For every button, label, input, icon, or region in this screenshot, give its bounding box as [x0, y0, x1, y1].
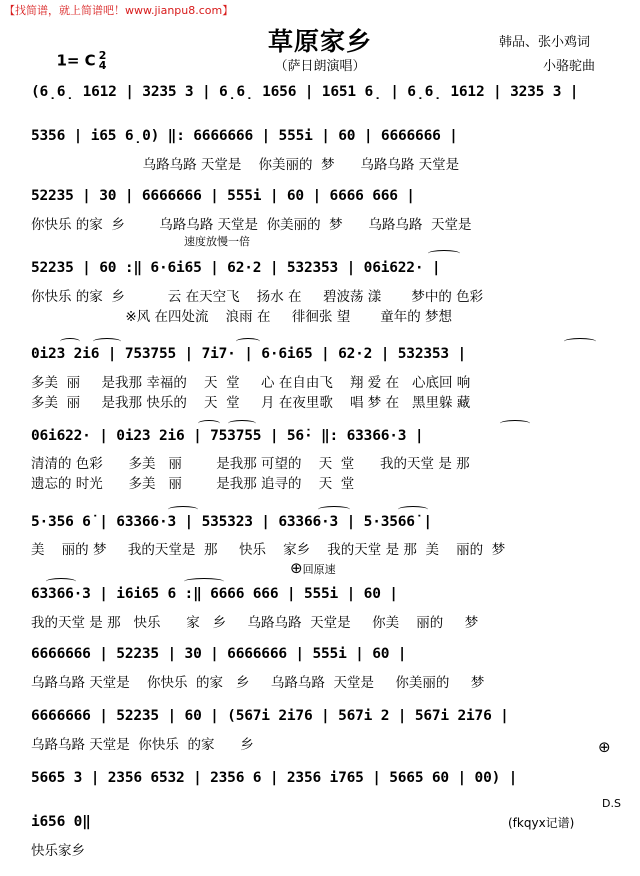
score-line-1: (6̣6̣ 1612 | 3235 3 | 6̣6̣ 1656 | 1651 6̣ | 6̣6̣ 1612 | 3235 3 |	[31, 84, 579, 100]
slur	[500, 420, 530, 427]
slur	[184, 578, 224, 585]
return-tempo-label: 回原速	[302, 563, 336, 576]
coda-icon: ⊕	[598, 738, 611, 756]
lyric-line-10-1: 乌路乌路 天堂是 你快乐 的家 乡	[31, 737, 254, 753]
lyric-line-4-2: ※风 在四处流 浪雨 在 徘徊张 望 童年的 梦想	[31, 309, 453, 325]
lyric-line-7-1: 美 丽的 梦 我的天堂是 那 快乐 家乡 我的天堂 是 那 美 丽的 梦	[31, 542, 506, 558]
slur	[398, 506, 428, 513]
score-line-10: 6666666 | 52235 | 60 | (567i 2i76 | 567i 2 | 567i 2i76 |	[31, 708, 509, 724]
score-line-8: 63366·3 | i6i65 6 :‖ 6666 666 | 555i | 60 |	[31, 586, 398, 602]
lyricist-credit: 韩品、张小鸡词	[499, 35, 591, 50]
composer-credit: 小骆驼曲	[543, 59, 596, 74]
slur	[60, 338, 80, 345]
score-line-7: 5·356 6̇ | 63366·3 | 535323 | 63366·3 | 5·3566̇ |	[31, 514, 432, 530]
score-line-4: 52235 | 60 :‖ 6·6i65 | 62·2 | 532353 | 06i622· |	[31, 260, 441, 276]
score-line-9: 6666666 | 52235 | 30 | 6666666 | 555i | 60 |	[31, 646, 407, 662]
tempo-slow-annotation: 速度放慢一倍	[184, 235, 250, 248]
ending-notes: i656 0‖	[31, 814, 91, 830]
lyric-line-6-1: 清清的 色彩 多美 丽 是我那 可望的 天 堂 我的天堂 是 那	[31, 456, 470, 472]
score-line-5: 0i23 2i6 | 753755 | 7i7· | 6·6i65 | 62·2 | 532353 |	[31, 346, 467, 362]
time-bottom: 4	[98, 59, 107, 72]
slur	[318, 506, 350, 513]
lyric-line-5-2: 多美 丽 是我那 快乐的 天 堂 月 在夜里歌 唱 梦 在 黑里躲 藏	[31, 395, 471, 411]
lyric-line-4-1: 你快乐 的家 乡 云 在天空飞 扬水 在 碧波荡 漾 梦中的 色彩	[31, 289, 484, 305]
lyric-line-5-1: 多美 丽 是我那 幸福的 天 堂 心 在自由飞 翔 爱 在 心底回 响	[31, 375, 471, 391]
lyric-line-3-1: 你快乐 的家 乡 乌路乌路 天堂是 你美丽的 梦 乌路乌路 天堂是	[31, 217, 472, 233]
slur	[168, 506, 198, 513]
lyric-line-9-1: 乌路乌路 天堂是 你快乐 的家 乡 乌路乌路 天堂是 你美丽的 梦	[31, 675, 485, 691]
ds-mark: D.S	[602, 797, 621, 810]
singer-credit: （萨日朗演唱）	[274, 59, 366, 74]
lyric-line-2-1: 乌路乌路 天堂是 你美丽的 梦 乌路乌路 天堂是	[31, 157, 460, 173]
slur	[428, 250, 460, 257]
slur	[198, 420, 220, 427]
slur	[228, 420, 256, 427]
slur	[564, 338, 596, 345]
score-line-11: 5665 3 | 2356 6532 | 2356 6 | 2356 i765 | 5665 60 | 00) |	[31, 770, 518, 786]
slur	[236, 338, 260, 345]
lyric-line-6-2: 遗忘的 时光 多美 丽 是我那 追寻的 天 堂	[31, 476, 355, 492]
time-top: 2	[98, 49, 107, 62]
transcriber-credit: (fkqyx记谱)	[508, 816, 575, 830]
coda-icon: ⊕	[290, 559, 303, 577]
score-line-2: 5356 | i65 6̣0) ‖: 6666666 | 555i | 60 | 6666666 |	[31, 128, 458, 144]
tempo-return-annotation	[290, 559, 336, 577]
score-line-6: 06i622· | 0i23 2i6 | 753755 | 56̇· ‖: 63366·3 |	[31, 428, 424, 444]
ending-lyrics: 快乐家乡	[31, 843, 85, 859]
song-title: 草原家乡	[267, 27, 372, 56]
slur	[93, 338, 121, 345]
lyric-line-8-1: 我的天堂 是 那 快乐 家 乡 乌路乌路 天堂是 你美 丽的 梦	[31, 615, 479, 631]
slur	[46, 578, 76, 585]
score-line-3: 52235 | 30 | 6666666 | 555i | 60 | 6666 666 |	[31, 188, 415, 204]
site-banner[interactable]: 【找简谱，就上简谱吧！www.jianpu8.com】	[4, 4, 234, 17]
key-label: 1= C	[56, 51, 96, 70]
